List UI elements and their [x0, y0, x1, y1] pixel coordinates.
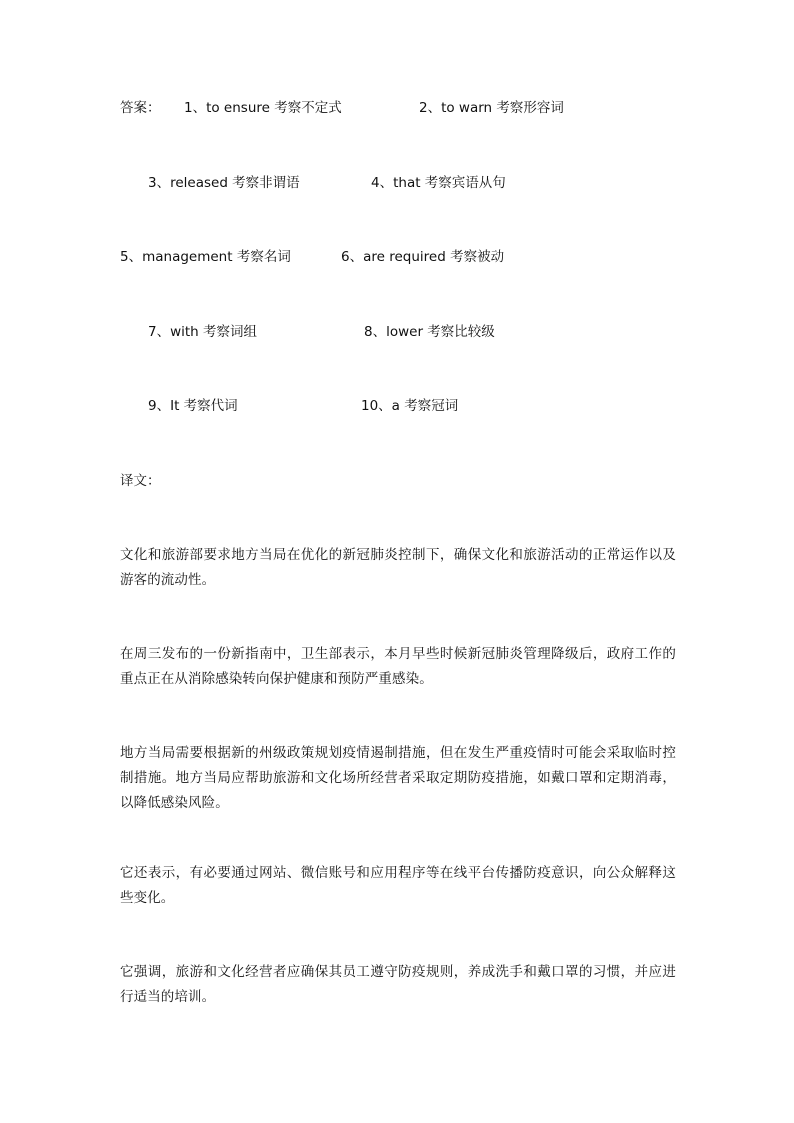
- answer-item-8: 8、lower 考察比较级: [364, 324, 495, 340]
- translation-paragraph-4: 它还表示，有必要通过网站、微信账号和应用程序等在线平台传播防疫意识，向公众解释这些变化。: [120, 865, 676, 906]
- answer-item-4: 4、that 考察宾语从句: [371, 175, 506, 191]
- answer-item-6: 6、are required 考察被动: [341, 249, 505, 265]
- answer-item-1: 1、to ensure 考察不定式: [184, 100, 342, 116]
- translation-paragraph-5: 它强调，旅游和文化经营者应确保其员工遵守防疫规则，养成洗手和戴口罩的习惯，并应进行适当的培训。: [120, 964, 676, 1005]
- translation-paragraph-3: 地方当局需要根据新的州级政策规划疫情遏制措施，但在发生严重疫情时可能会采取临时控制措施。地方当局应帮助旅游和文化场所经营者采取定期防疫措施，如戴口罩和定期消毒，以降低感染风险。: [120, 745, 676, 811]
- answer-item-5: 5、management 考察名词: [120, 249, 291, 265]
- translation-paragraph-1: 文化和旅游部要求地方当局在优化的新冠肺炎控制下，确保文化和旅游活动的正常运作以及游客的流动性。: [120, 547, 676, 588]
- answer-item-10: 10、a 考察冠词: [361, 398, 459, 414]
- answer-item-9: 9、It 考察代词: [148, 398, 238, 414]
- answers-label: 答案：: [120, 100, 161, 116]
- answer-item-7: 7、with 考察词组: [148, 324, 258, 340]
- translation-paragraph-2: 在周三发布的一份新指南中，卫生部表示，本月早些时候新冠肺炎管理降级后，政府工作的重点正在从消除感染转向保护健康和预防严重感染。: [120, 646, 676, 687]
- answer-item-3: 3、released 考察非谓语: [148, 175, 300, 191]
- translation-label: 译文：: [120, 473, 161, 489]
- answer-item-2: 2、to warn 考察形容词: [419, 100, 564, 116]
